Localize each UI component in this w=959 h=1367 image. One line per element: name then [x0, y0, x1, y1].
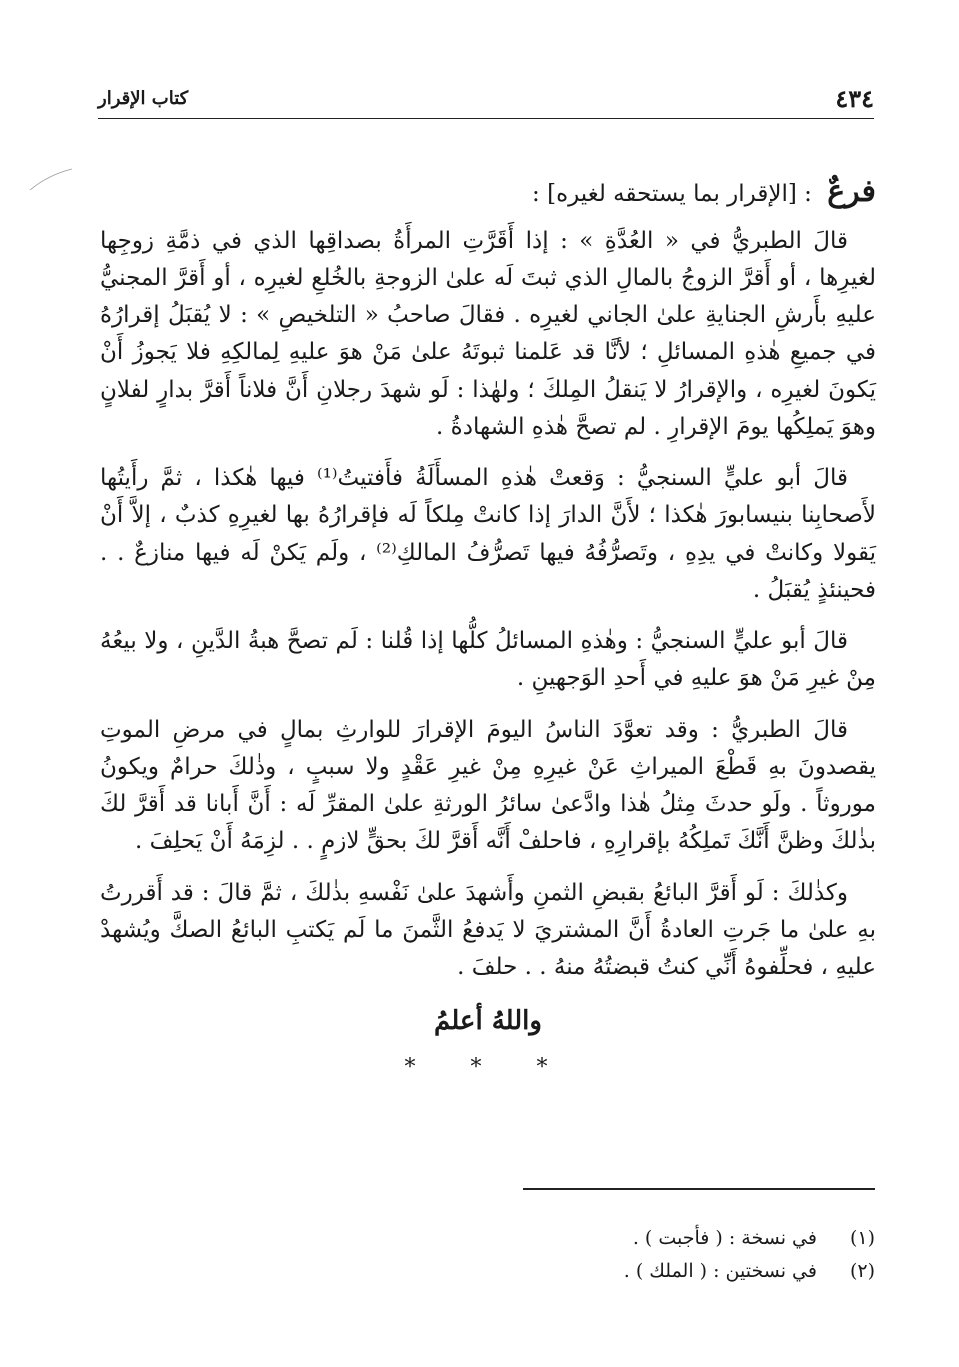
paragraph-2: قالَ أبو عليٍّ السنجيُّ : وَقعتْ هٰذهِ المسأَلَةُ فأَفتيتُ⁽¹⁾ فيها هٰكذا ، ثمَّ رأَيتُها لأَصحابِنا بنيسابورَ هٰكذا ؛ لأَنَّ الدارَ إذا كانتْ مِلكاً لَه فإقرارُهُ بها لغيرِهِ كذبٌ ، إلاَّ أَنْ يَقولا وكانتْ في يدِهِ ، وتَصرُّفُهُ فيها تَصرُّفُ المالكِ⁽²⁾ ، ولَم يَكنْ لَه فيها منازعٌ . . فحينئذٍ يُقبَلُ .: [100, 465, 877, 603]
footnote-divider: [523, 1188, 875, 1190]
footnotes: [375, 1222, 875, 1289]
section-title: : [الإقرار بما يستحقه لغيره] :: [532, 181, 812, 207]
section-label: فرعٌ: [827, 174, 876, 209]
main-text: [100, 168, 876, 1086]
section-separator: * * *: [404, 1055, 572, 1081]
page-number: ٤٣٤: [835, 84, 874, 113]
paragraph-4: قالَ الطبريُّ : وقد تعوَّدَ الناسُ اليومَ الإقرارَ للوارثِ بمالٍ في مرضِ الموتِ يقصدونَ بهِ قَطْعَ الميراثِ عَنْ غيرِهِ مِنْ غيرِ عَقْدٍ ولا سببٍ ، وذٰلكَ حرامٌ ويكونُ موروثاً . ولَو حدثَ مِثلُ هٰذا وادَّعىٰ سائرُ الورثةِ علىٰ المقرِّ لَه : أَنَّ أَبانا قد أَقرَّ لكَ بذٰلكَ وظنَّ أَنَّكَ تَملِكُهُ بإقرارِهِ ، فاحلفْ أَنَّه أَقرَّ لكَ بحقٍّ لازمٍ . . لزِمَهُ أَنْ يَحلِفَ .: [100, 716, 876, 855]
footnote-1: [375, 1222, 875, 1255]
page-header: [98, 78, 874, 119]
pencil-stroke-mark: [28, 168, 74, 192]
footnote-text: في نسختين : ( الملك ) .: [623, 1260, 817, 1283]
running-title: كتاب الإقرار: [98, 88, 189, 109]
footnote-text: في نسخة : ( فأجبت ) .: [632, 1227, 817, 1249]
section-heading: [100, 168, 876, 217]
closing-phrase: واللهُ أعلمُ: [434, 1006, 542, 1037]
paragraph-3: قالَ أبو عليٍّ السنجيُّ : وهٰذهِ المسائلُ كلُّها إذا قُلنا : لَم تصحَّ هبةُ الدَّينِ ، ولا بيعُهُ مِنْ غيرِ مَنْ هوَ عليهِ في أَحدِ الوَجهينِ .: [100, 628, 876, 692]
footnote-number: (٢): [849, 1260, 875, 1283]
paragraph-5: وكذٰلكَ : لَو أَقرَّ البائعُ بقبضِ الثمنِ وأَشهدَ علىٰ نَفْسهِ بذٰلكَ ، ثمَّ قالَ : قد أَقررتُ بهِ علىٰ ما جَرتِ العادةُ أَنَّ المشتريَ لا يَدفعُ الثَّمنَ ما لَم يَكتبِ البائعُ الصكَّ ويُشهدْ عليهِ ، فحلِّفوهُ أَنِّي كنتُ قبضتُهُ منهُ . . حلفَ .: [100, 879, 876, 981]
footnote-number: (١): [849, 1227, 875, 1249]
paragraph-1: قالَ الطبريُّ في « العُدَّةِ » : إذا أَقَرَّتِ المرأَةُ بصداقِها الذي في ذمَّةِ زوجِها لغيرِها ، أو أَقرَّ الزوجُ بالمالِ الذي ثبتَ لَه علىٰ الزوجةِ بالخُلعِ لغيرِه ، أو أَقرَّ المجنيُّ عليهِ بأَرشِ الجنايةِ علىٰ الجاني لغيرِه . فقالَ صاحبُ « التلخيصِ » : لا يُقبَلُ إقرارُهُ في جميعِ هٰذهِ المسائلِ ؛ لأنَّا قد عَلمنا ثبوتَهُ علىٰ مَنْ هوَ عليهِ لِمالكِهِ فلا يَجوزُ أَنْ يَكونَ لغيرِه ، والإقرارُ لا يَنقلُ المِلكَ ؛ ولهٰذا : لَو شهدَ رجلانِ أَنَّ فلاناً أَقرَّ بدارٍ لفلانٍ وهوَ يَملِكُها يومَ الإقرارِ . لم تصحَّ هٰذهِ الشهادةُ .: [100, 227, 876, 440]
footnote-2: [375, 1255, 875, 1288]
